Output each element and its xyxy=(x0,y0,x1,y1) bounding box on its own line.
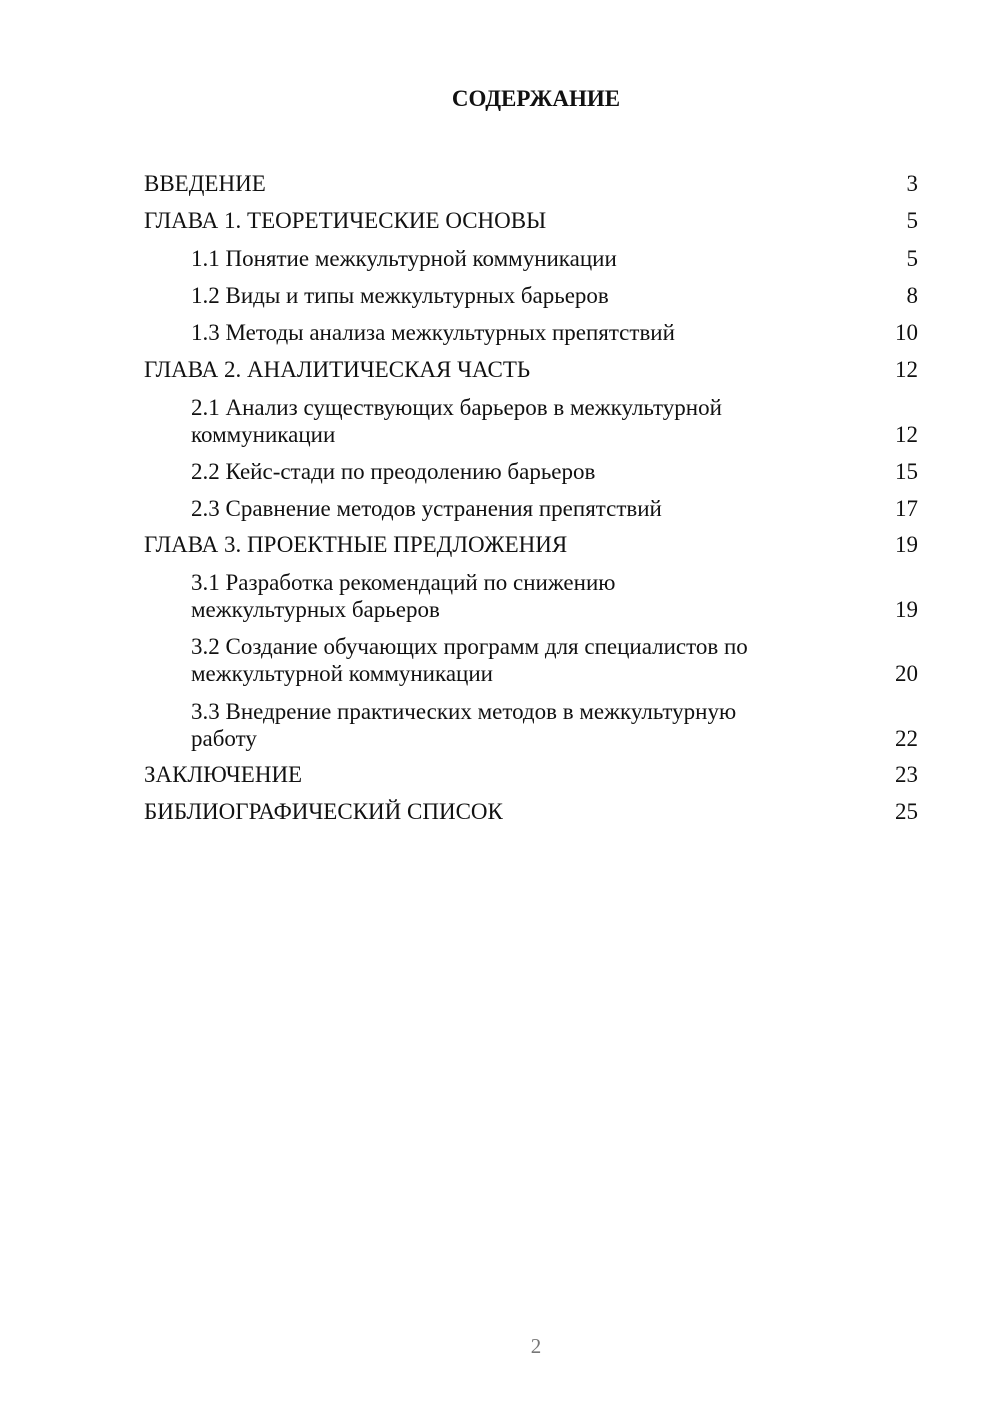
page-number: 2 xyxy=(530,1334,542,1358)
toc-page-number: 19 xyxy=(895,532,918,557)
toc-entry-text: 3.2 Создание обучающих программ для специалистов по xyxy=(191,634,748,659)
toc-entry-1-1[interactable] xyxy=(191,245,918,272)
toc-entry-text: БИБЛИОГРАФИЧЕСКИЙ СПИСОК xyxy=(144,799,503,824)
toc-entry-text: 1.1 Понятие межкультурной коммуникации xyxy=(191,246,617,271)
toc-entry-text: ЗАКЛЮЧЕНИЕ xyxy=(144,762,303,787)
toc-entry-text: 1.2 Виды и типы межкультурных барьеров xyxy=(191,283,609,308)
toc-entry-text-continued: межкультурных барьеров xyxy=(191,597,440,622)
toc-entry-text: 3.1 Разработка рекомендаций по снижению xyxy=(191,570,616,595)
toc-entry-introduction[interactable] xyxy=(144,170,918,197)
toc-entry-text: 1.3 Методы анализа межкультурных препятствий xyxy=(191,320,675,345)
toc-page-number: 15 xyxy=(895,459,918,484)
toc-page-number: 10 xyxy=(895,320,918,345)
toc-page-number: 5 xyxy=(906,208,918,233)
toc-entry-3-2[interactable] xyxy=(191,633,918,687)
toc-entry-chapter-3[interactable] xyxy=(144,531,918,558)
toc-entry-text: ГЛАВА 1. ТЕОРЕТИЧЕСКИЕ ОСНОВЫ xyxy=(144,208,547,233)
toc-page-number: 22 xyxy=(895,726,918,751)
toc-entry-text: 2.1 Анализ существующих барьеров в межкультурной xyxy=(191,395,722,420)
toc-page-number: 23 xyxy=(895,762,918,787)
toc-entry-3-1[interactable] xyxy=(191,569,918,623)
toc-entry-chapter-1[interactable] xyxy=(144,207,918,234)
toc-page-number: 5 xyxy=(906,246,918,271)
toc-entry-text: 2.3 Сравнение методов устранения препятствий xyxy=(191,496,662,521)
toc-entry-text: 3.3 Внедрение практических методов в межкультурную xyxy=(191,699,737,724)
toc-entry-2-1[interactable] xyxy=(191,394,918,448)
toc-entry-bibliography[interactable] xyxy=(144,798,918,825)
toc-entry-text: ГЛАВА 3. ПРОЕКТНЫЕ ПРЕДЛОЖЕНИЯ xyxy=(144,532,568,557)
toc-page-number: 12 xyxy=(895,422,918,447)
toc-entry-1-3[interactable] xyxy=(191,319,918,346)
toc-page-number: 3 xyxy=(906,171,918,196)
toc-page-number: 25 xyxy=(895,799,918,824)
toc-page-number: 8 xyxy=(906,283,918,308)
toc-entry-conclusion[interactable] xyxy=(144,761,918,788)
toc-entry-1-2[interactable] xyxy=(191,282,918,309)
toc-entry-chapter-2[interactable] xyxy=(144,356,918,383)
toc-entry-2-3[interactable] xyxy=(191,495,918,522)
toc-entry-3-3[interactable] xyxy=(191,698,918,752)
toc-entry-text-continued: коммуникации xyxy=(191,422,336,447)
toc-entry-text: 2.2 Кейс-стади по преодолению барьеров xyxy=(191,459,596,484)
toc-page-number: 12 xyxy=(895,357,918,382)
toc-page-number: 20 xyxy=(895,661,918,686)
toc-title: СОДЕРЖАНИЕ xyxy=(451,86,621,111)
toc-entry-2-2[interactable] xyxy=(191,458,918,485)
toc-entry-text: ГЛАВА 2. АНАЛИТИЧЕСКАЯ ЧАСТЬ xyxy=(144,357,531,382)
toc-entry-text-continued: межкультурной коммуникации xyxy=(191,661,493,686)
toc-entry-text-continued: работу xyxy=(191,726,257,751)
toc-page-number: 17 xyxy=(895,496,918,521)
toc-page-number: 19 xyxy=(895,597,918,622)
toc-entry-text: ВВЕДЕНИЕ xyxy=(144,171,266,196)
